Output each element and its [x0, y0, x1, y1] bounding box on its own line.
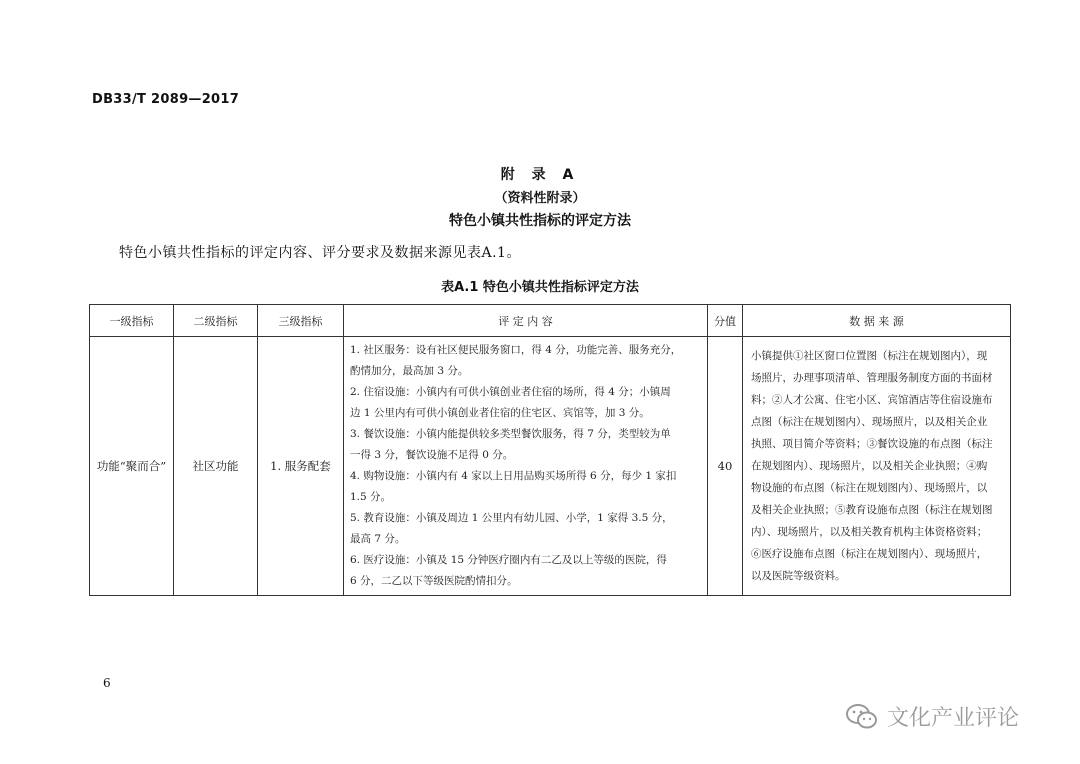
source-line: 在规划图内）、现场照片，以及相关企业执照；④购	[751, 460, 988, 472]
content-line: 3. 餐饮设施：小镇内能提供较多类型餐饮服务，得 7 分，类型较为单	[350, 428, 671, 440]
cell-level2: 社区功能	[174, 337, 258, 596]
content-line: 1. 社区服务：设有社区便民服务窗口，得 4 分，功能完善、服务充分，	[350, 344, 682, 356]
content-line: 6 分，二乙以下等级医院酌情扣分。	[350, 575, 518, 587]
content-line: 5. 教育设施：小镇及周边 1 公里内有幼儿园、小学，1 家得 3.5 分，	[350, 512, 673, 524]
content-line: 一得 3 分，餐饮设施不足得 0 分。	[350, 449, 514, 461]
appendix-name: 特色小镇共性指标的评定方法	[449, 213, 631, 229]
content-line: 2. 住宿设施：小镇内有可供小镇创业者住宿的场所，得 4 分；小镇周	[350, 386, 671, 398]
page-number: 6	[103, 676, 111, 690]
header-content: 评 定 内 容	[344, 305, 708, 337]
cell-source	[743, 337, 1011, 596]
cell-level3: 1. 服务配套	[258, 337, 344, 596]
source-line: 内）、现场照片，以及相关教育机构主体资格资料；	[751, 526, 988, 538]
source-line: 点图（标注在规划图内）、现场照片，以及相关企业	[751, 416, 988, 428]
source-line: 执照、项目简介等资料；③餐饮设施的布点图（标注	[751, 438, 993, 450]
watermark-text: 文化产业评论	[887, 706, 1020, 731]
header-source: 数 据 来 源	[743, 305, 1011, 337]
evaluation-table	[89, 304, 1011, 596]
appendix-title: 附 录 A	[500, 167, 580, 183]
cell-content	[344, 337, 708, 596]
content-line: 4. 购物设施：小镇内有 4 家以上日用品购买场所得 6 分，每少 1 家扣	[350, 470, 677, 482]
source-line: 料；②人才公寓、住宅小区、宾馆酒店等住宿设施布	[751, 394, 993, 406]
header-score: 分值	[708, 305, 743, 337]
content-line: 最高 7 分。	[350, 533, 406, 545]
source-line: 场照片，办理事项清单、管理服务制度方面的书面材	[751, 372, 993, 384]
content-line: 1.5 分。	[350, 491, 392, 503]
watermark	[845, 701, 1019, 732]
appendix-type: （资料性附录）	[494, 191, 586, 206]
table-header-row	[90, 305, 1011, 337]
content-line: 酌情加分，最高加 3 分。	[350, 365, 469, 377]
header-level3: 三级指标	[258, 305, 344, 337]
wechat-icon	[845, 703, 879, 731]
table-row	[90, 337, 1011, 596]
intro-paragraph: 特色小镇共性指标的评定内容、评分要求及数据来源见表A.1。	[119, 245, 521, 261]
header-level2: 二级指标	[174, 305, 258, 337]
document-code: DB33/T 2089—2017	[92, 92, 240, 107]
table-caption: 表A.1 特色小镇共性指标评定方法	[441, 280, 639, 295]
source-line: 小镇提供①社区窗口位置图（标注在规划图内），现	[751, 350, 988, 362]
cell-score: 40	[708, 337, 743, 596]
header-level1: 一级指标	[90, 305, 174, 337]
source-line: 及相关企业执照；⑤教育设施布点图（标注在规划图	[751, 504, 993, 516]
content-line: 6. 医疗设施：小镇及 15 分钟医疗圈内有二乙及以上等级的医院，得	[350, 554, 667, 566]
cell-level1: 功能“聚而合”	[90, 337, 174, 596]
source-line: ⑥医疗设施布点图（标注在规划图内）、现场照片，	[751, 548, 988, 560]
source-line: 以及医院等级资料。	[751, 570, 846, 582]
content-line: 边 1 公里内有可供小镇创业者住宿的住宅区、宾馆等，加 3 分。	[350, 407, 650, 419]
source-line: 物设施的布点图（标注在规划图内）、现场照片，以	[751, 482, 988, 494]
